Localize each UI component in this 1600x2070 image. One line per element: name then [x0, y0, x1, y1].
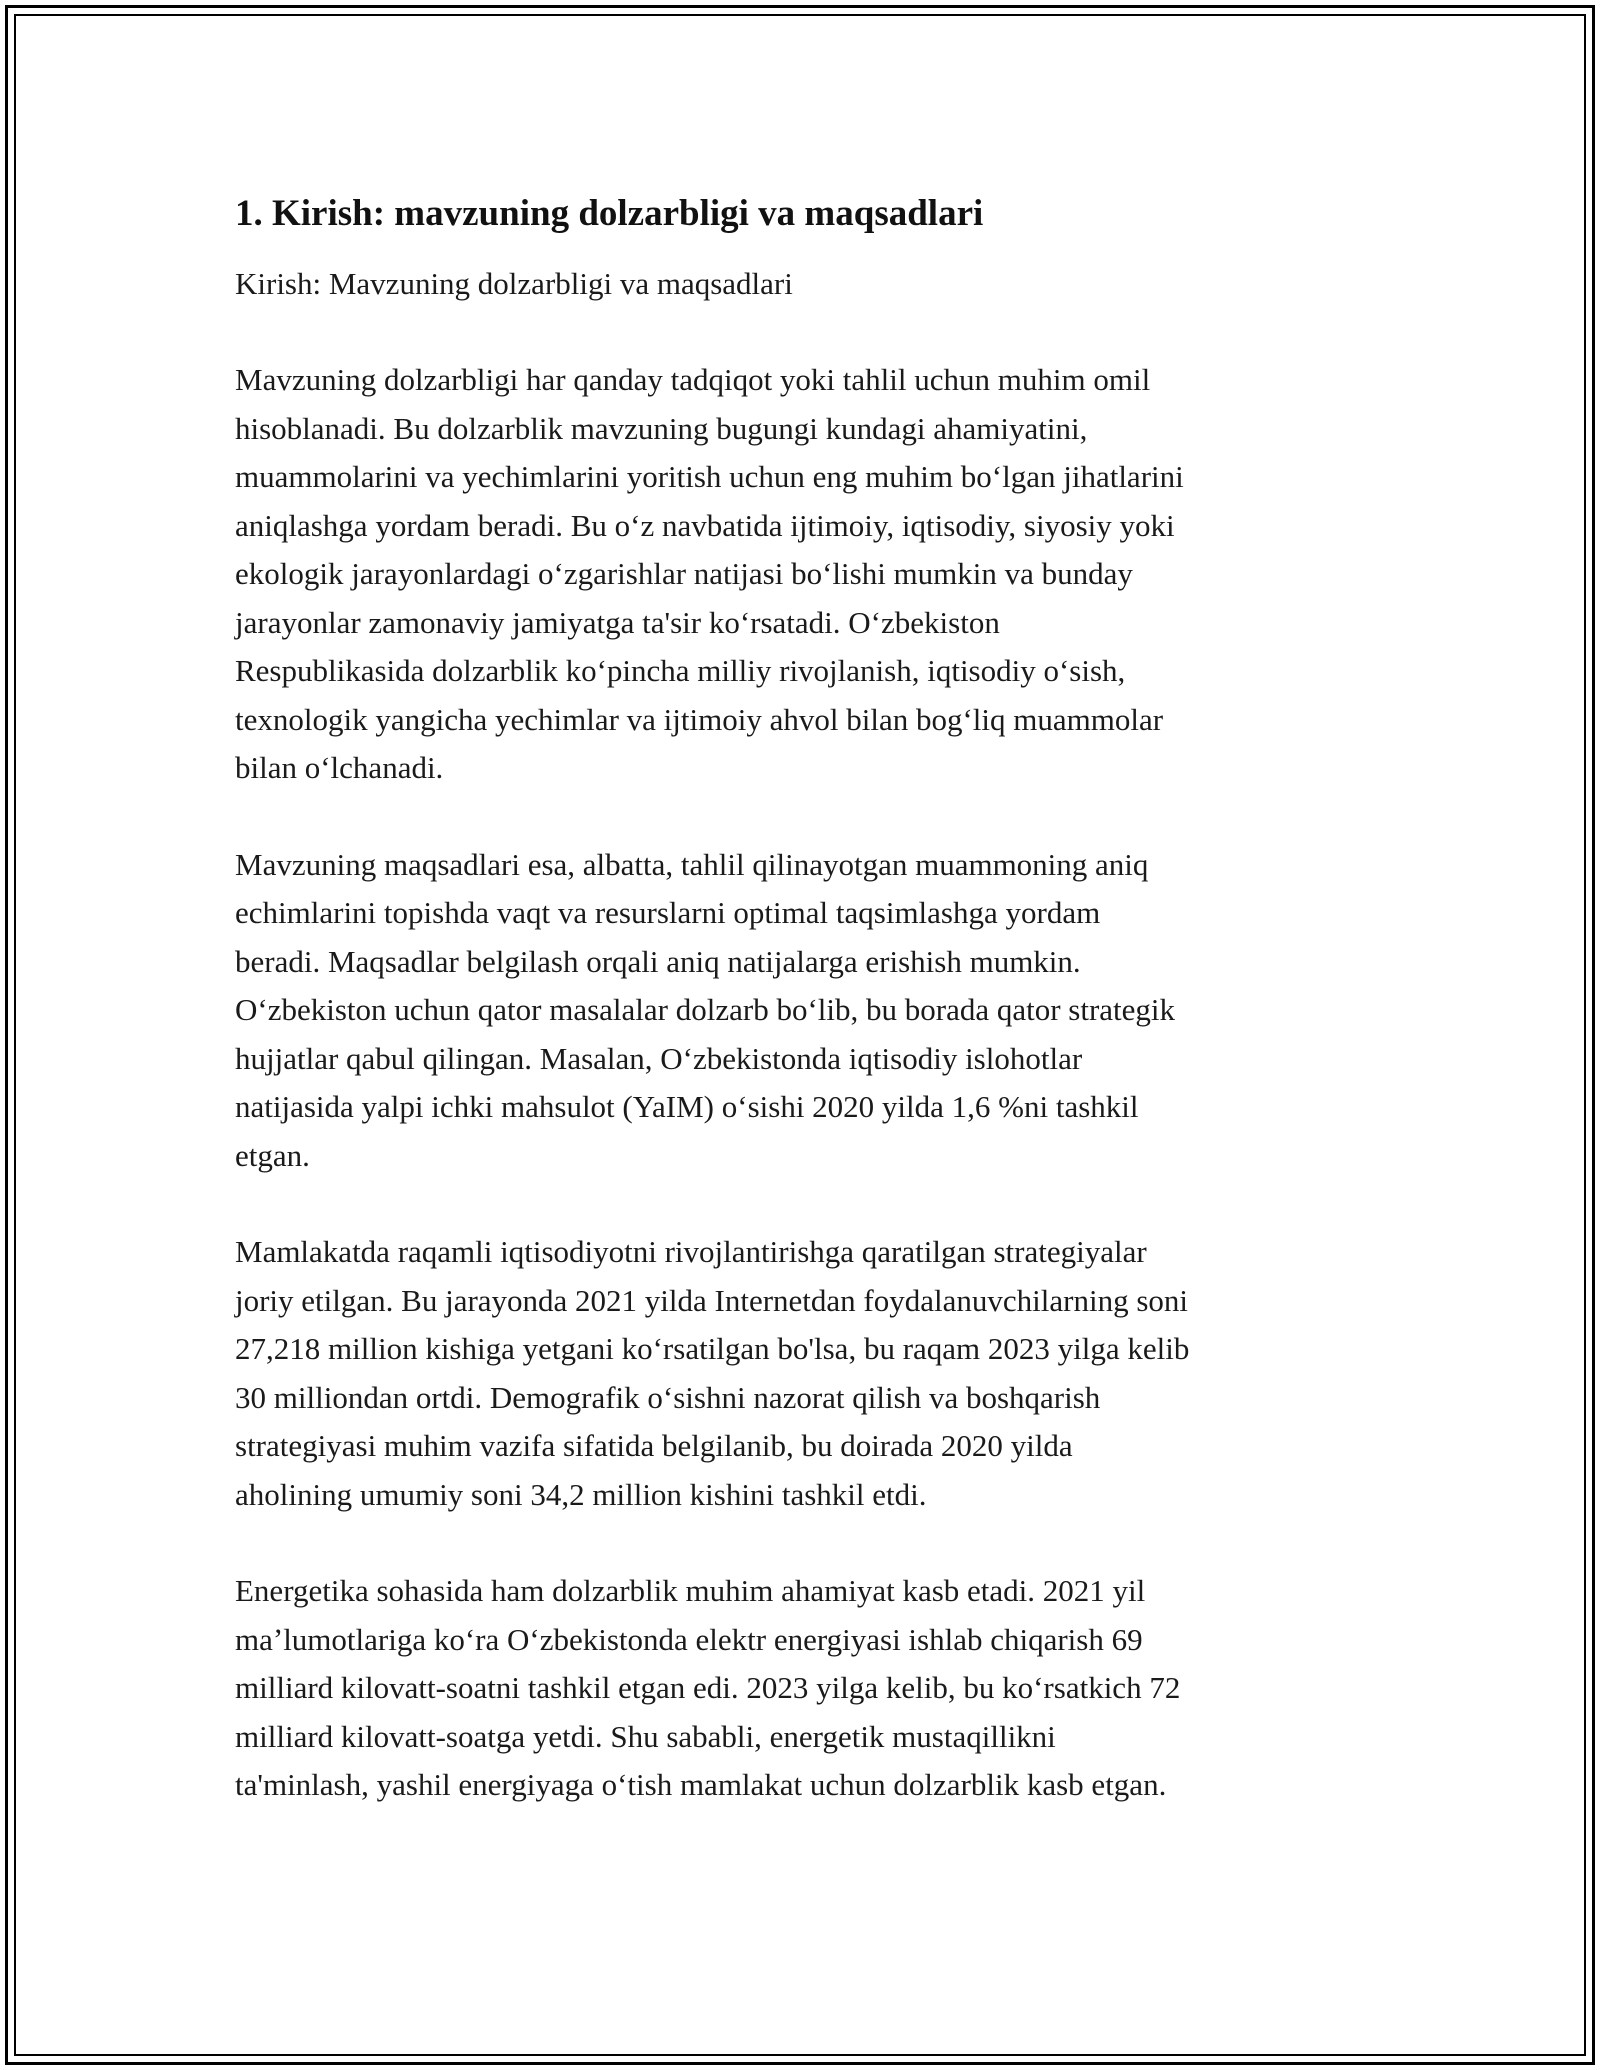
section-heading: 1. Kirish: mavzuning dolzarbligi va maqsadlari: [235, 193, 984, 234]
document-body: [235, 190, 1385, 1858]
section-subtitle: Kirish: Mavzuning dolzarbligi va maqsadlari: [235, 266, 793, 301]
paragraph-digital-economy: Mamlakatda raqamli iqtisodiyotni rivojlantirishga qaratilgan strategiyalar joriy etilgan. Bu jarayonda 2021 yilda Internetdan foydalanuvchilarning soni 27,218 million kishiga yetgani koʻrsatilgan bo'lsa, bu raqam 2023 yilga kelib 30 milliondan ortdi. Demografik oʻsishni nazorat qilish va boshqarish strategiyasi muhim vazifa sifatida belgilanib, bu doirada 2020 yilda aholining umumiy soni 34,2 million kishini tashkil etdi.: [235, 1234, 1190, 1512]
paragraph-goals: Mavzuning maqsadlari esa, albatta, tahlil qilinayotgan muammoning aniq echimlarini topishda vaqt va resurslarni optimal taqsimlashga yordam beradi. Maqsadlar belgilash orqali aniq natijalarga erishish mumkin. Oʻzbekiston uchun qator masalalar dolzarb boʻlib, bu borada qator strategik hujjatlar qabul qilingan. Masalan, Oʻzbekistonda iqtisodiy islohotlar natijasida yalpi ichki mahsulot (YaIM) oʻsishi 2020 yilda 1,6 %ni tashkil etgan.: [235, 846, 1176, 1173]
paragraph-relevance: Mavzuning dolzarbligi har qanday tadqiqot yoki tahlil uchun muhim omil hisoblanadi. Bu dolzarblik mavzuning bugungi kundagi ahamiyatini, muammolarini va yechimlarini yoritish uchun eng muhim boʻlgan jihatlarini aniqlashga yordam beradi. Bu oʻz navbatida ijtimoiy, iqtisodiy, siyosiy yoki ekologik jarayonlardagi oʻzgarishlar natijasi boʻlishi mumkin va bunday jarayonlar zamonaviy jamiyatga ta'sir koʻrsatadi. Oʻzbekiston Respublikasida dolzarblik koʻpincha milliy rivojlanish, iqtisodiy oʻsish, texnologik yangicha yechimlar va ijtimoiy ahvol bilan bogʻliq muammolar bilan oʻlchanadi.: [235, 362, 1184, 785]
paragraph-energy: Energetika sohasida ham dolzarblik muhim ahamiyat kasb etadi. 2021 yil maʼlumotlariga koʻra Oʻzbekistonda elektr energiyasi ishlab chiqarish 69 milliard kilovatt-soatni tashkil etgan edi. 2023 yilga kelib, bu koʻrsatkich 72 milliard kilovatt-soatga yetdi. Shu sababli, energetik mustaqillikni ta'minlash, yashil energiyaga oʻtish mamlakat uchun dolzarblik kasb etgan.: [235, 1573, 1181, 1802]
